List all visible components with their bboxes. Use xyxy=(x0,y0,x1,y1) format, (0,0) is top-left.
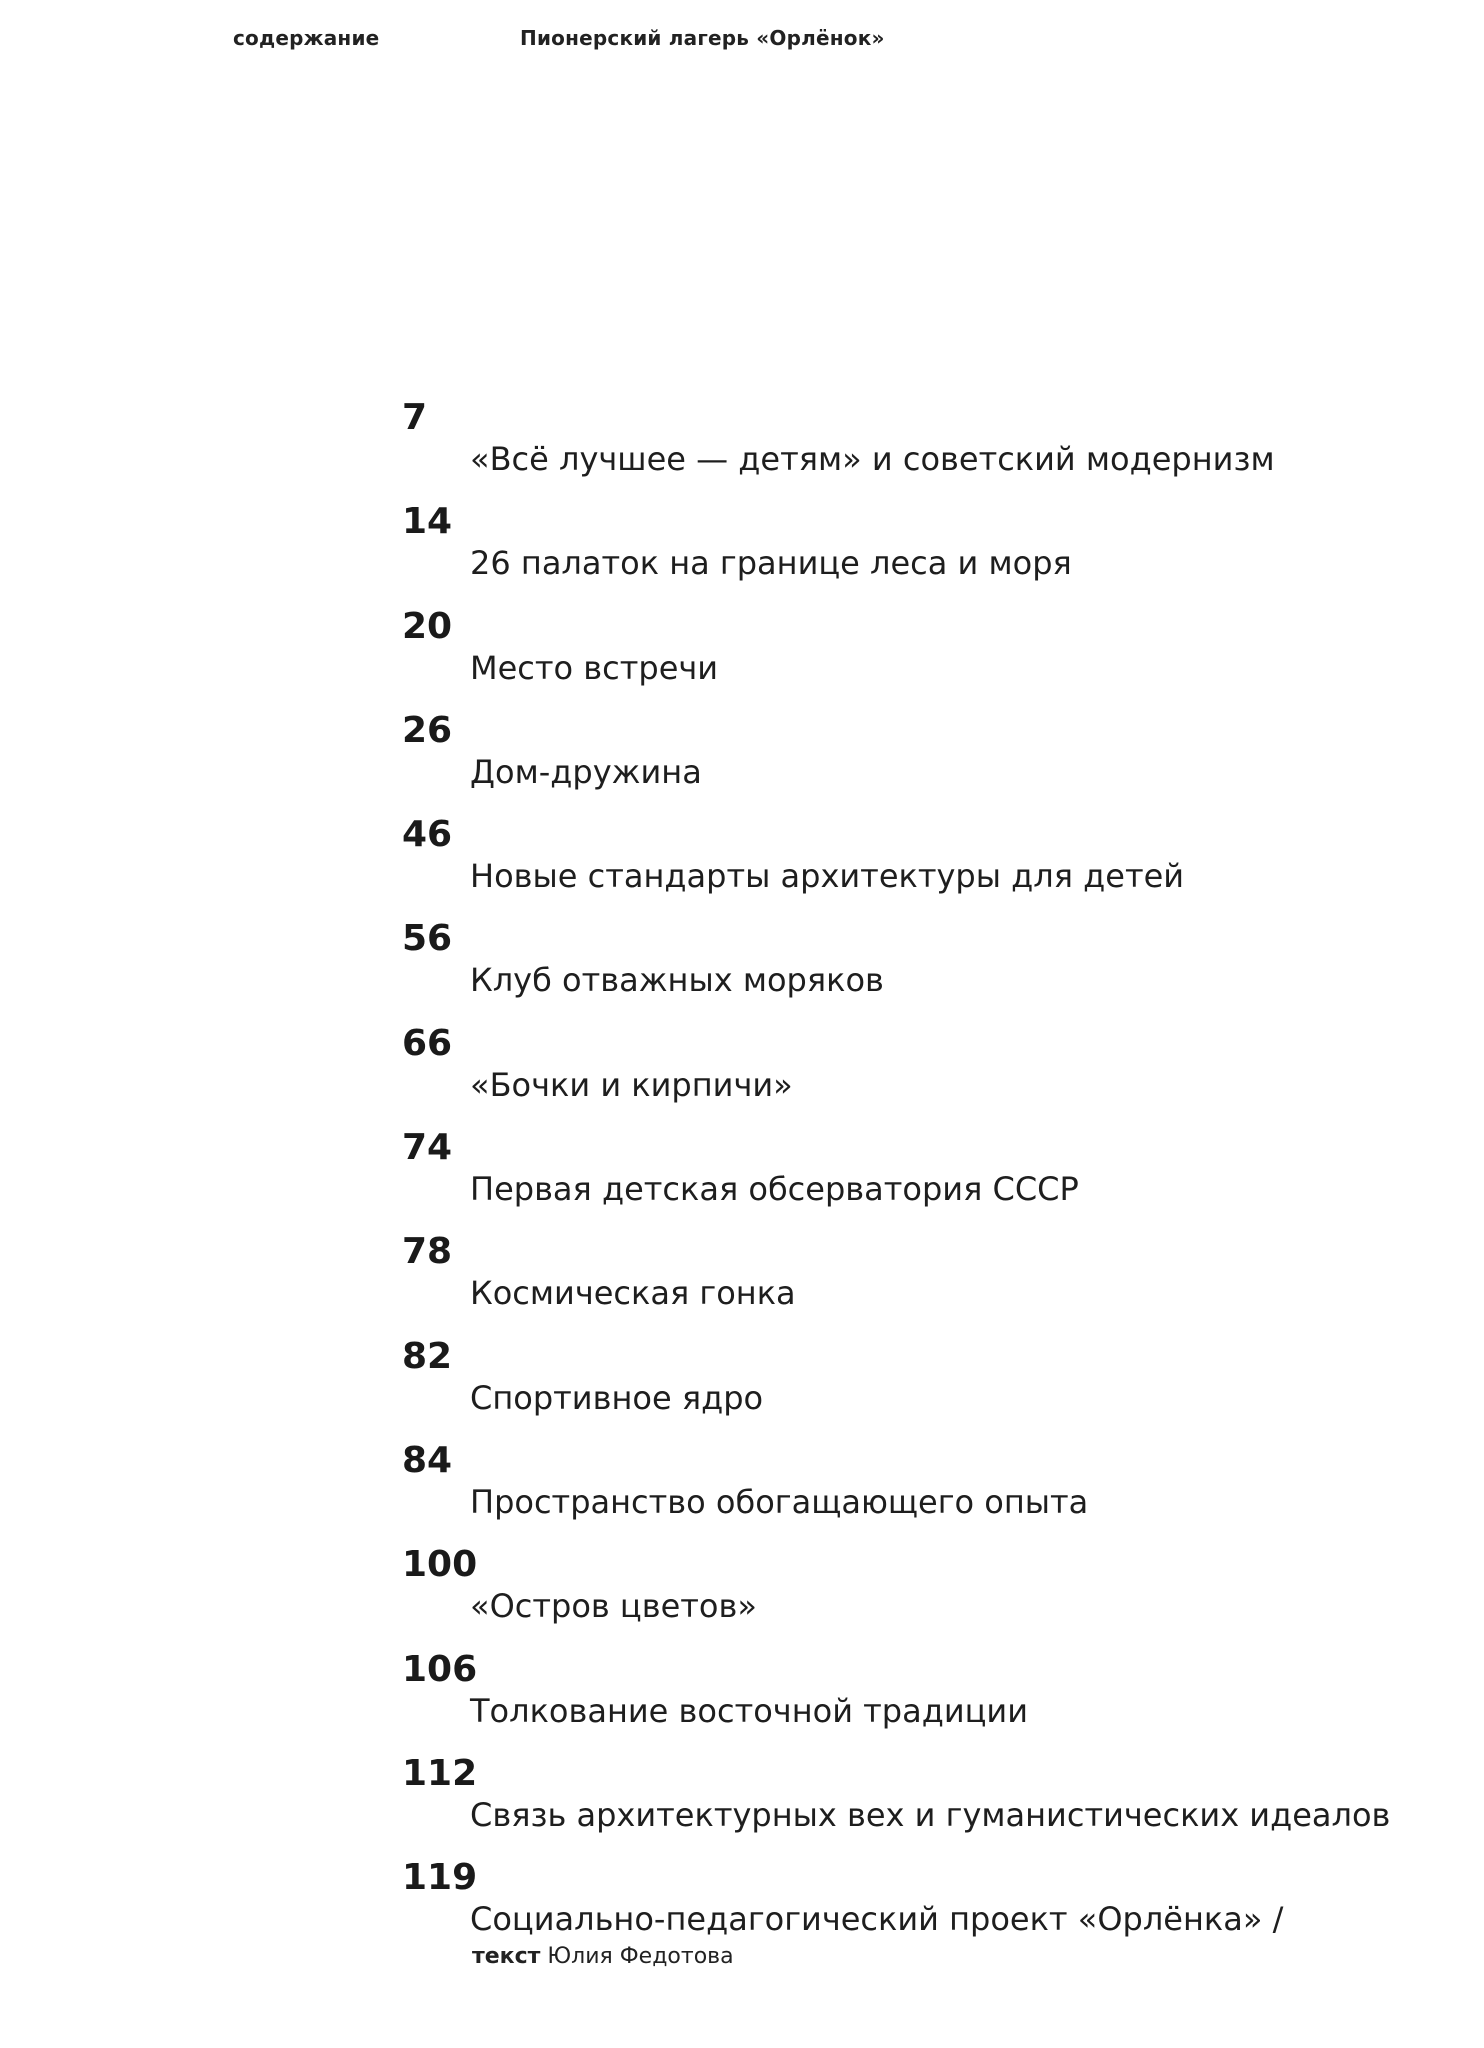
toc-entry xyxy=(0,1441,1484,1545)
toc-title: Дом-дружина xyxy=(470,752,702,791)
toc-page-number: 112 xyxy=(402,1752,478,1794)
toc-page-number: 56 xyxy=(402,918,453,960)
toc-page-number: 106 xyxy=(402,1648,478,1690)
toc-title: Космическая гонка xyxy=(470,1274,796,1313)
toc-page-number: 7 xyxy=(402,397,428,438)
book-title: Пионерский лагерь «Орлёнок» xyxy=(520,26,885,50)
toc-entry xyxy=(0,815,1484,919)
toc-entry xyxy=(0,398,1484,502)
toc-title: «Бочки и кирпичи» xyxy=(470,1065,793,1104)
toc-page-number: 26 xyxy=(402,709,453,751)
toc-title: Первая детская обсерватория СССР xyxy=(470,1170,1079,1209)
toc-page-number: 84 xyxy=(402,1439,453,1481)
toc-page-number: 14 xyxy=(402,501,453,543)
toc-entry xyxy=(0,607,1484,711)
toc-page-number: 82 xyxy=(402,1335,453,1377)
toc-page-number: 46 xyxy=(402,814,453,856)
toc-entry xyxy=(0,711,1484,815)
toc-title: Пространство обогащающего опыта xyxy=(470,1482,1089,1521)
toc-entry xyxy=(0,1337,1484,1441)
toc-title: Новые стандарты архитектуры для детей xyxy=(470,857,1185,896)
toc-entry xyxy=(0,502,1484,606)
toc-title: Толкование восточной традиции xyxy=(470,1691,1029,1730)
toc-entry xyxy=(0,1754,1484,1858)
toc-title: Спортивное ядро xyxy=(470,1378,764,1417)
toc-entry xyxy=(0,1650,1484,1754)
credit-author: Юлия Федотова xyxy=(547,1944,734,1970)
running-head xyxy=(0,26,1484,56)
toc-page-number: 119 xyxy=(402,1857,478,1899)
toc-entry xyxy=(0,1128,1484,1232)
toc-title: Клуб отважных моряков xyxy=(470,961,884,1000)
table-of-contents xyxy=(0,397,1484,1970)
toc-page-number: 78 xyxy=(402,1231,453,1273)
toc-entry xyxy=(0,1545,1484,1649)
toc-entry xyxy=(0,1232,1484,1336)
toc-page-number: 66 xyxy=(402,1022,453,1064)
toc-credit xyxy=(472,1944,734,1970)
toc-title: Место встречи xyxy=(470,648,719,687)
toc-title: Социально-педагогический проект «Орлёнка» / xyxy=(470,1900,1284,1939)
toc-entry xyxy=(0,1024,1484,1128)
toc-title: 26 палаток на границе леса и моря xyxy=(470,544,1072,583)
toc-title: «Остров цветов» xyxy=(470,1587,757,1626)
toc-title: «Всё лучшее — детям» и советский модернизм xyxy=(470,440,1275,478)
toc-page-number: 100 xyxy=(402,1544,478,1586)
toc-entry xyxy=(0,1857,1484,1970)
section-label: содержание xyxy=(233,26,380,50)
toc-title: Связь архитектурных вех и гуманистических идеалов xyxy=(470,1795,1391,1834)
toc-page-number: 20 xyxy=(402,605,453,647)
toc-page-number: 74 xyxy=(402,1127,453,1169)
toc-entry xyxy=(0,919,1484,1023)
credit-label: текст xyxy=(472,1944,541,1970)
